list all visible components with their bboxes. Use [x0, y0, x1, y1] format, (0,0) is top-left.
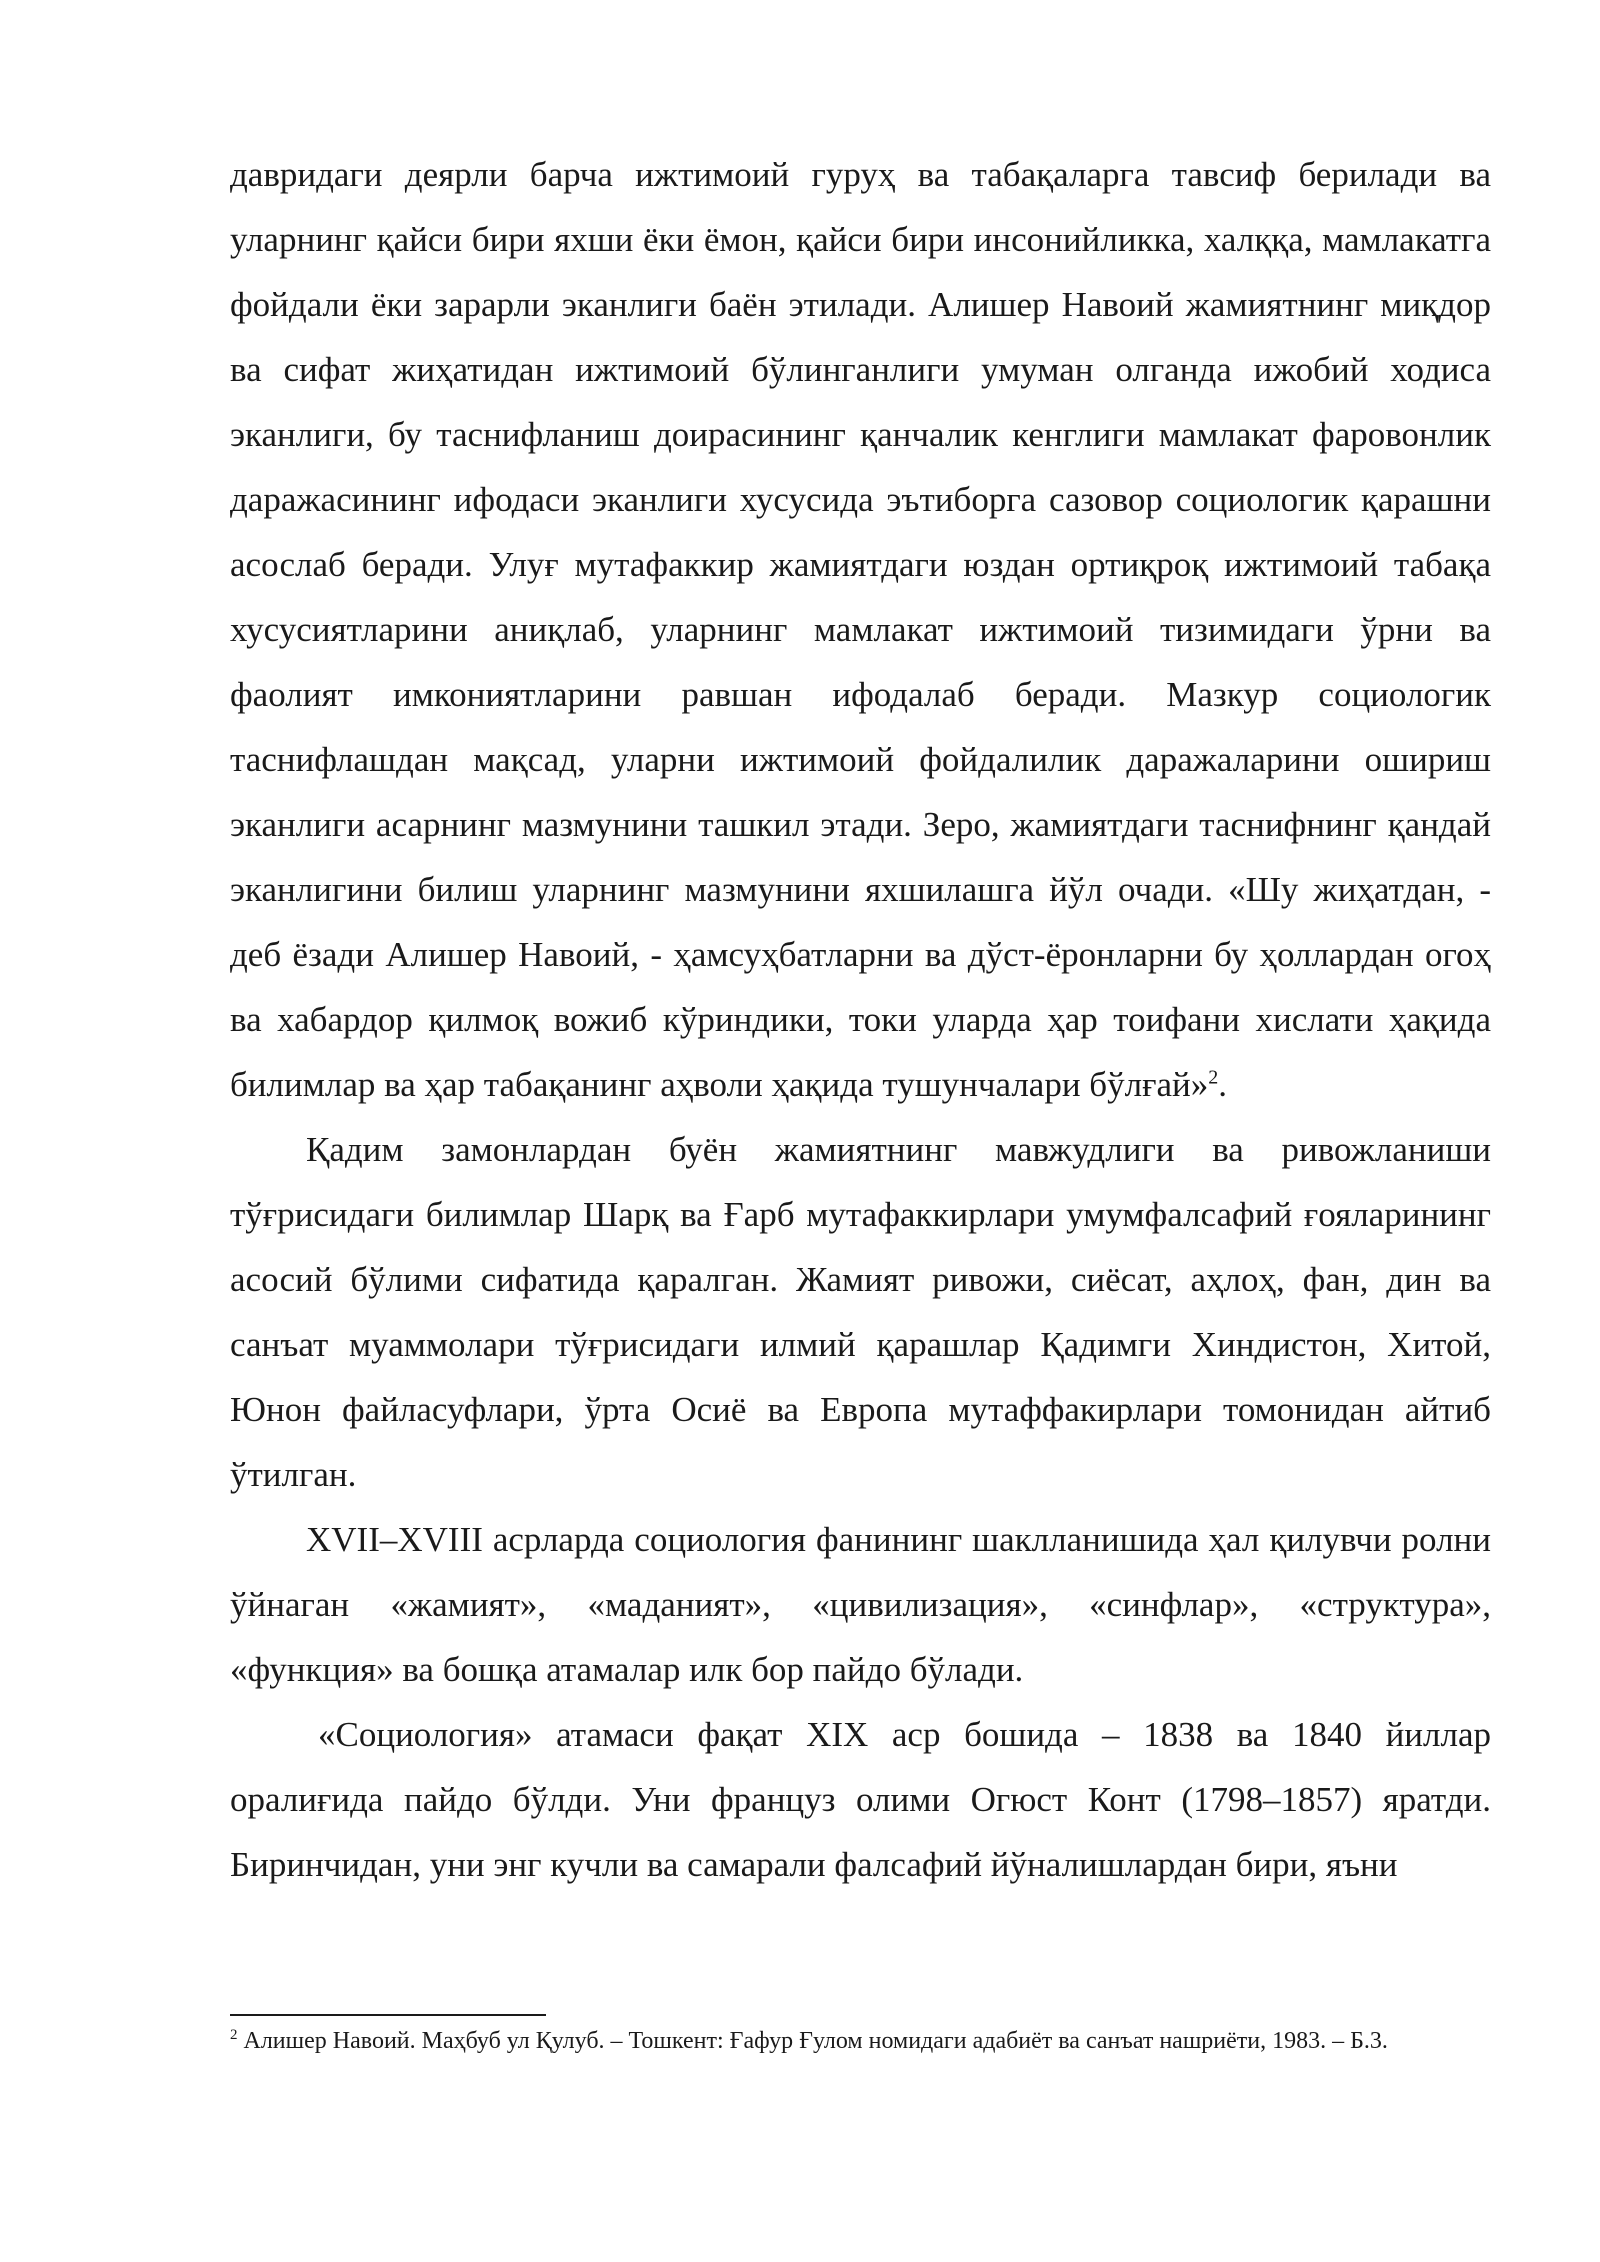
footnote-text: Алишер Навоий. Маҳбуб ул Қулуб. – Тошкент: Ғафур Ғулом номидаги адабиёт ва санъат нашриёти, 1983. – Б.3.: [243, 2028, 1388, 2054]
paragraph-1: [230, 142, 1491, 1117]
paragraph-1-end: .: [1218, 1065, 1227, 1104]
footnote-number: 2: [230, 2027, 238, 2043]
footnote: [230, 2024, 1491, 2058]
paragraph-3: XVII–XVIII асрларда социология фанининг шаклланишида ҳал қилувчи ролни ўйнаган «жамият», «маданият», «цивилизация», «синфлар», «структура», «функция» ва бошқа атамалар илк бор пайдо бўлади.: [230, 1520, 1491, 1689]
paragraph-2: Қадим замонлардан буён жамиятнинг мавжудлиги ва ривожланиши тўғрисидаги билимлар Шарқ ва Ғарб мутафаккирлари умумфалсафий ғояларининг асосий бўлими сифатида қаралган. Жамият ривожи, сиёсат, аҳлоҳ, фан, дин ва санъат муаммолари тўғрисидаги илмий қарашлар Қадимги Хиндистон, Хитой, Юнон файласуфлари, ўрта Осиё ва Европа мутаффакирлари томонидан айтиб ўтилган.: [230, 1130, 1491, 1494]
body-text: [230, 142, 1491, 1897]
paragraph-4: «Социология» атамаси фақат XIX аср бошида – 1838 ва 1840 йиллар оралиғида пайдо бўлди. Уни француз олими Огюст Конт (1798–1857) яратди. Биринчидан, уни энг кучли ва самарали фалсафий йўналишлардан бири, яъни: [230, 1715, 1491, 1884]
footnote-reference[interactable]: 2: [1208, 1066, 1219, 1089]
paragraph-1-text: давридаги деярли барча ижтимоий гуруҳ ва табақаларга тавсиф берилади ва уларнинг қайси бири яхши ёки ёмон, қайси бири инсонийликка, халққа, мамлакатга фойдали ёки зарарли эканлиги баён этилади. Алишер Навоий жамиятнинг миқдор ва сифат жиҳатидан ижтимоий бўлинганлиги умуман олганда ижобий ходиса эканлиги, бу таснифланиш доирасининг қанчалик кенглиги мамлакат фаровонлик даражасининг ифодаси эканлиги хусусида эътиборга сазовор социологик қарашни асослаб беради. Улуғ мутафаккир жамиятдаги юздан ортиқроқ ижтимоий табақа хусусиятларини аниқлаб, уларнинг мамлакат ижтимоий тизимидаги ўрни ва фаолият имкониятларини равшан ифодалаб беради. Мазкур социологик таснифлашдан мақсад, уларни ижтимоий фойдалилик даражаларини ошириш эканлиги асарнинг мазмунини ташкил этади. Зеро, жамиятдаги таснифнинг қандай эканлигини билиш уларнинг мазмунини яхшилашга йўл очади. «Шу жиҳатдан, - деб ёзади Алишер Навоий, - ҳамсуҳбатларни ва дўст-ёронларни бу ҳоллардан огоҳ ва хабардор қилмоқ вожиб кўриндики, токи уларда ҳар тоифани хислати ҳақида билимлар ва ҳар табақанинг аҳволи ҳақида тушунчалари бўлғай»: [230, 155, 1491, 1104]
footnote-separator: [230, 2014, 546, 2016]
